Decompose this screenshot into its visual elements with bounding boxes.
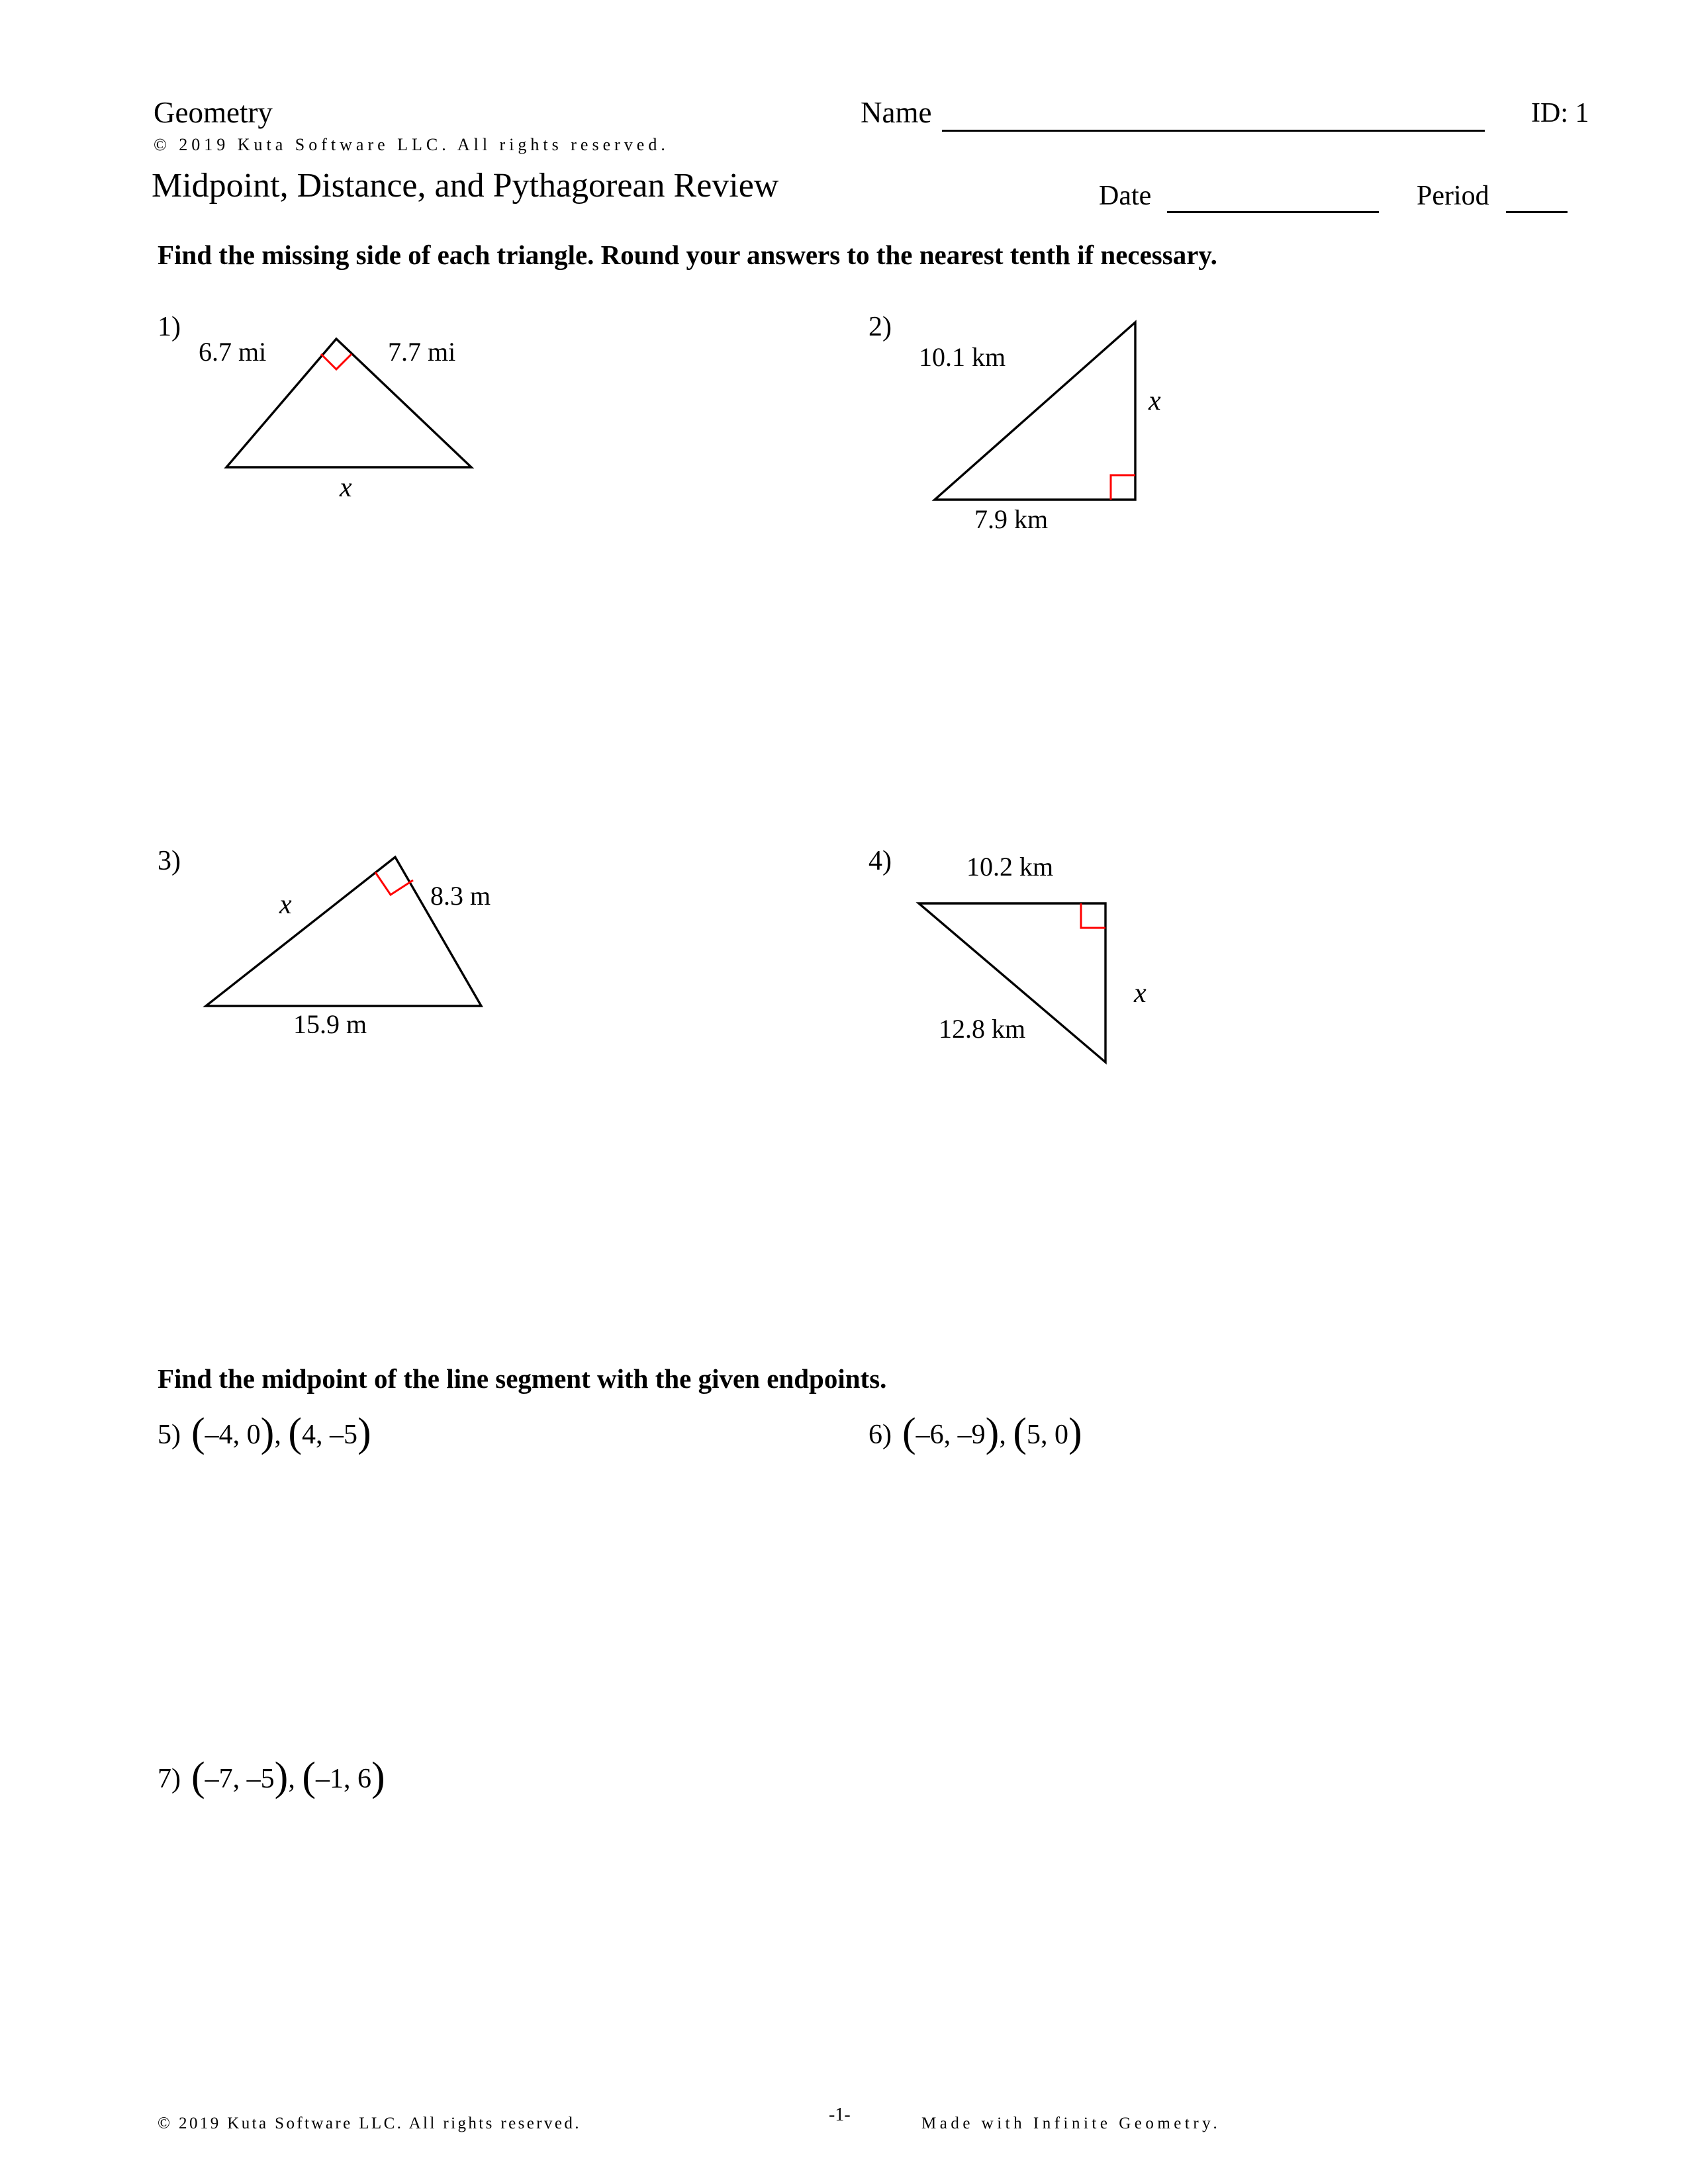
- paren-open: (: [1013, 1410, 1027, 1455]
- problem-6-point1-x: –6: [915, 1419, 944, 1450]
- figure-triangle-4: [894, 854, 1158, 1072]
- footer-made-with: Made with Infinite Geometry.: [921, 2115, 1221, 2132]
- problem-6-point2-y: 0: [1054, 1419, 1068, 1450]
- triangle-4-top-label: 10.2 km: [966, 852, 1054, 882]
- problem-6-point1-y: –9: [957, 1419, 986, 1450]
- paren-close: ): [260, 1410, 275, 1455]
- triangle-3-left-label: x: [279, 889, 292, 920]
- paren-open: (: [191, 1410, 205, 1455]
- subject-label: Geometry: [154, 96, 273, 129]
- paren-open: (: [191, 1754, 205, 1799]
- figure-triangle-3: [192, 847, 496, 1019]
- triangle-1-right-label: 7.7 mi: [388, 337, 456, 367]
- problem-6: [868, 1410, 1082, 1455]
- problem-7-point1-x: –7: [205, 1763, 233, 1794]
- directions-pythagorean: Find the missing side of each triangle. Round your answers to the nearest tenth if necessary.: [158, 240, 1217, 270]
- paren-close: ): [371, 1754, 385, 1799]
- comma: ,: [999, 1419, 1013, 1450]
- triangle-3-right-label: 8.3 m: [430, 881, 491, 911]
- problem-number-7: 7): [158, 1763, 181, 1794]
- period-field-label: Period: [1417, 181, 1489, 211]
- problem-number-4: 4): [868, 846, 892, 876]
- problem-5-point1-x: –4: [205, 1419, 233, 1450]
- triangle-3-bottom-label: 15.9 m: [293, 1009, 367, 1039]
- comma: ,: [232, 1419, 247, 1450]
- triangle-1-left-label: 6.7 mi: [199, 337, 267, 367]
- comma: ,: [1040, 1419, 1055, 1450]
- paren-close: ): [1068, 1410, 1082, 1455]
- triangle-2-hypotenuse-label: 10.1 km: [919, 342, 1006, 372]
- triangle-2-base-label: 7.9 km: [974, 504, 1049, 534]
- date-field-rule[interactable]: [1167, 211, 1379, 213]
- problem-7-point2-y: 6: [357, 1763, 371, 1794]
- directions-midpoint: Find the midpoint of the line segment with the given endpoints.: [158, 1363, 887, 1394]
- problem-6-point2-x: 5: [1026, 1419, 1041, 1450]
- header-copyright: © 2019 Kuta Software LLC. All rights reserved.: [154, 135, 669, 154]
- comma: ,: [943, 1419, 958, 1450]
- problem-5-point2-x: 4: [301, 1419, 316, 1450]
- footer-copyright: © 2019 Kuta Software LLC. All rights reserved.: [158, 2115, 581, 2132]
- comma: ,: [232, 1763, 247, 1794]
- problem-5: [158, 1410, 371, 1455]
- page-number: -1-: [829, 2105, 851, 2125]
- name-field-rule[interactable]: [942, 130, 1485, 132]
- comma: ,: [274, 1419, 289, 1450]
- problem-number-3: 3): [158, 846, 181, 876]
- problem-7-point1-y: –5: [246, 1763, 275, 1794]
- problem-5-point1-y: 0: [246, 1419, 261, 1450]
- page-title: Midpoint, Distance, and Pythagorean Review: [152, 167, 779, 205]
- paren-open: (: [902, 1410, 916, 1455]
- problem-number-6: 6): [868, 1419, 892, 1450]
- triangle-4-hypotenuse-label: 12.8 km: [939, 1014, 1026, 1044]
- period-field-rule[interactable]: [1506, 211, 1568, 213]
- problem-5-point2-y: –5: [329, 1419, 357, 1450]
- problem-number-2: 2): [868, 312, 892, 342]
- name-field-label: Name: [861, 96, 932, 129]
- paren-close: ): [274, 1754, 289, 1799]
- paren-open: (: [302, 1754, 316, 1799]
- comma: ,: [315, 1419, 330, 1450]
- comma: ,: [343, 1763, 357, 1794]
- problem-number-1: 1): [158, 312, 181, 342]
- date-field-label: Date: [1099, 181, 1152, 211]
- problem-7: [158, 1754, 385, 1799]
- paren-close: ): [357, 1410, 371, 1455]
- problem-number-5: 5): [158, 1419, 181, 1450]
- figure-triangle-2: [914, 311, 1165, 510]
- triangle-2-vertical-label: x: [1149, 386, 1161, 416]
- triangle-4-vertical-label: x: [1134, 978, 1147, 1009]
- problem-7-point2-x: –1: [315, 1763, 344, 1794]
- paren-close: ): [985, 1410, 1000, 1455]
- worksheet-id: ID: 1: [1531, 98, 1589, 128]
- comma: ,: [288, 1763, 303, 1794]
- paren-open: (: [288, 1410, 302, 1455]
- triangle-1-bottom-label: x: [340, 473, 352, 503]
